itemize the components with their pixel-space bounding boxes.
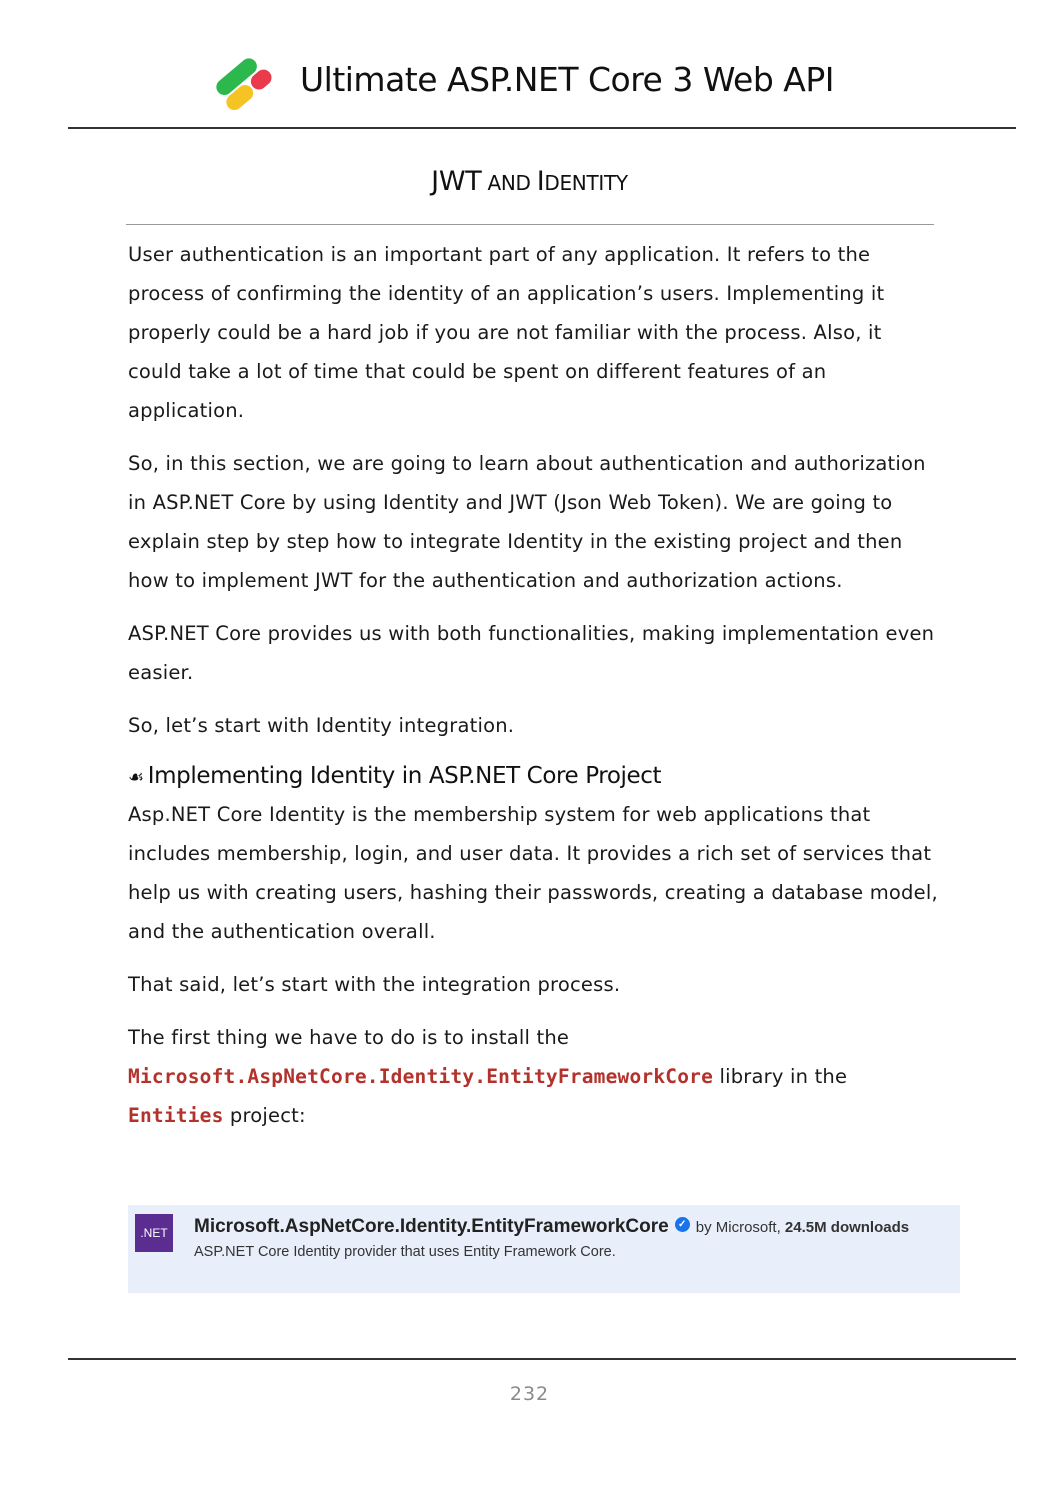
nuget-package-title bbox=[194, 1216, 909, 1238]
paragraph: Asp.NET Core Identity is the membership system for web applications that includes membership, login, and user data. It provides a rich set of services that help us with creating users, hashing their passwords, creating a database model, and the authentication overall. bbox=[128, 803, 938, 943]
paragraph: So, in this section, we are going to learn about authentication and authorization in ASP.NET Core by using Identity and JWT (Json Web Token). We are going to explain step by step how to integrate Identity in the existing project and then how to implement JWT for the authentication and authorization actions. bbox=[128, 452, 926, 592]
section-heading bbox=[128, 759, 938, 795]
install-paragraph bbox=[128, 1018, 938, 1135]
chapter-title-part: DENTITY bbox=[544, 171, 628, 195]
page-header bbox=[0, 0, 1059, 132]
project-name-code: Entities bbox=[128, 1104, 224, 1127]
verified-icon: ✓ bbox=[675, 1217, 690, 1232]
nuget-package-card bbox=[128, 1205, 960, 1293]
page-number: 232 bbox=[509, 1383, 550, 1405]
paragraph: That said, let’s start with the integration process. bbox=[128, 973, 621, 996]
section-heading-text: Implementing Identity in ASP.NET Core Project bbox=[147, 763, 662, 789]
fleuron-icon: ☙ bbox=[128, 767, 144, 788]
paragraph: So, let’s start with Identity integration. bbox=[128, 714, 515, 737]
footer-divider bbox=[68, 1358, 1016, 1360]
chapter-title-part: I bbox=[536, 166, 545, 197]
dotnet-icon: .NET bbox=[135, 1214, 173, 1252]
install-text: library in the bbox=[713, 1065, 848, 1088]
nuget-package-meta bbox=[696, 1219, 909, 1236]
paragraph: ASP.NET Core provides us with both functionalities, making implementation even easier. bbox=[128, 622, 935, 684]
header-divider bbox=[68, 127, 1016, 129]
chapter-divider bbox=[126, 224, 934, 225]
chapter-title-part: AND bbox=[481, 171, 537, 195]
chapter-title bbox=[0, 166, 1059, 197]
nuget-package-name: Microsoft.AspNetCore.Identity.EntityFrameworkCore bbox=[194, 1216, 669, 1237]
install-text: The first thing we have to do is to install the bbox=[128, 1026, 570, 1049]
nuget-downloads: 24.5M downloads bbox=[784, 1219, 910, 1236]
install-text: project: bbox=[223, 1104, 306, 1127]
paragraph: User authentication is an important part of any application. It refers to the process of confirming the identity of an application’s users. Implementing it properly could be a hard job if you are not familiar with the process. Also, it could take a lot of time that could be spent on different features of an application. bbox=[128, 243, 885, 422]
chapter-title-part: JWT bbox=[431, 166, 482, 197]
book-title: Ultimate ASP.NET Core 3 Web API bbox=[300, 60, 834, 99]
nuget-package-description: ASP.NET Core Identity provider that uses Entity Framework Core. bbox=[194, 1244, 616, 1260]
nuget-author: by Microsoft, bbox=[695, 1219, 785, 1236]
body-content bbox=[128, 235, 938, 1149]
package-name-code: Microsoft.AspNetCore.Identity.EntityFrameworkCore bbox=[128, 1065, 714, 1088]
book-logo-icon bbox=[206, 44, 278, 116]
